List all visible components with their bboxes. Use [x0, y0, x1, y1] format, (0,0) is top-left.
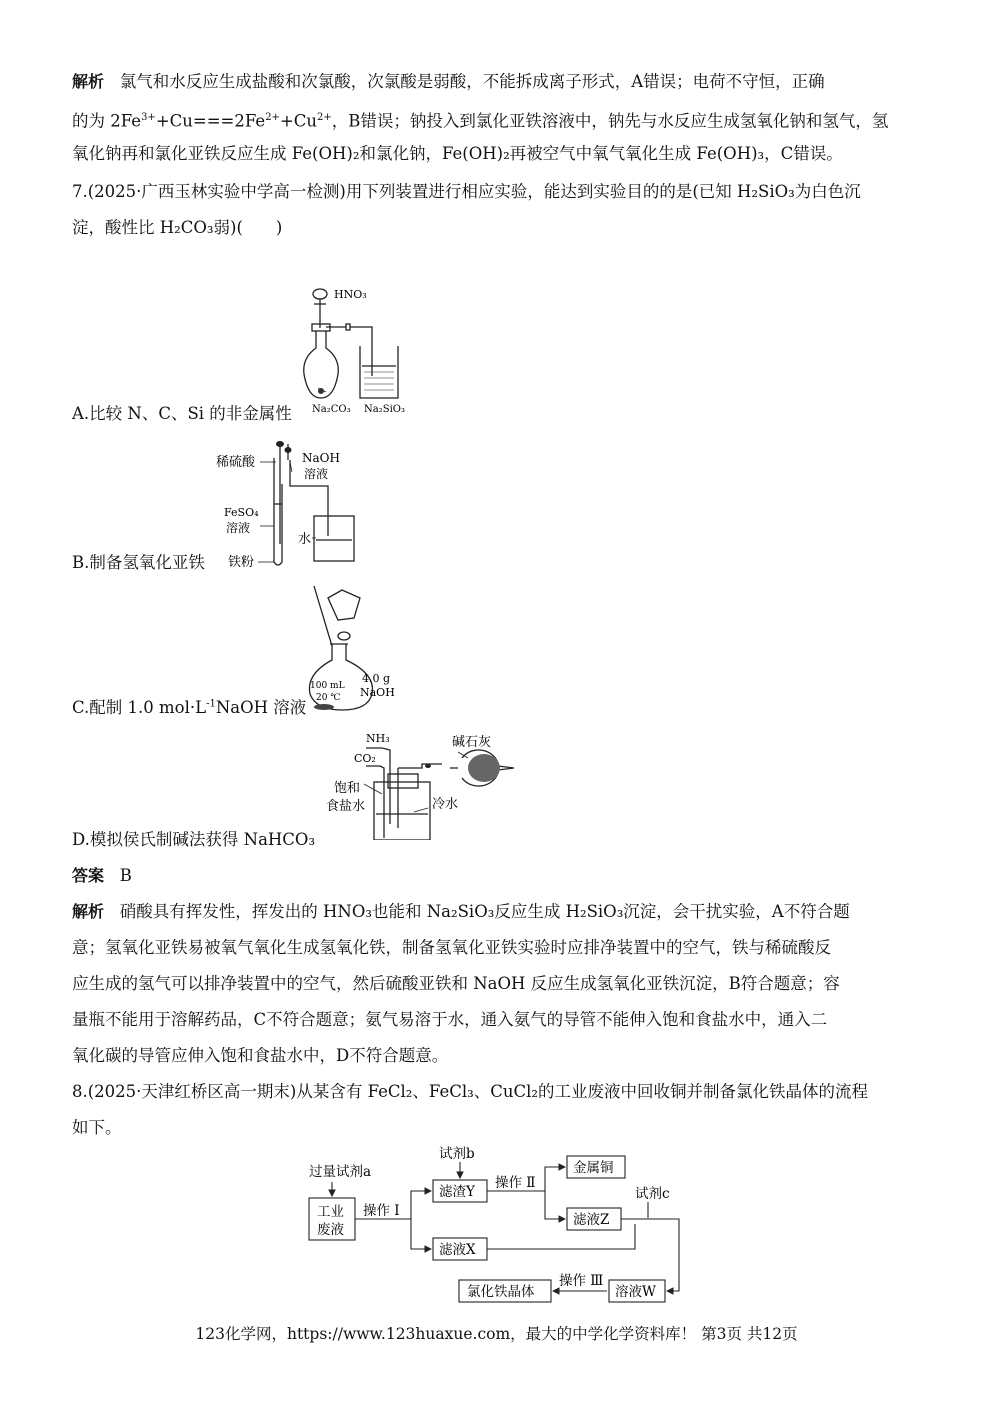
analysis-q6-line3: 氧化钠再和氯化亚铁反应生成 Fe(OH)₂和氯化钠，Fe(OH)₂再被空气中氧气氧化生成 Fe(OH)₃，C错误。 [72, 144, 843, 163]
svg-text:滤液X: 滤液X [439, 1242, 476, 1258]
analysis-q7-line4: 量瓶不能用于溶解药品，C不符合题意；氨气易溶于水，通入氨气的导管不能伸入饱和食盐水中，通入二 [72, 1010, 828, 1029]
analysis-q7-line3: 应生成的氢气可以排净装置中的空气，然后硫酸亚铁和 NaOH 反应生成氢氧化亚铁沉淀，B符合题意；容 [72, 974, 840, 993]
label-op3: 操作 Ⅲ [559, 1273, 604, 1289]
answer-value: B [119, 866, 132, 885]
svg-text:滤渣Y: 滤渣Y [439, 1184, 475, 1200]
svg-text:溶液: 溶液 [304, 467, 329, 481]
label-saturated: 饱和 [334, 781, 361, 796]
question-8-stem-line1: 8.(2025·天津红桥区高一期末)从某含有 FeCl₂、FeCl₃、CuCl₂的工业废液中回收铜并制备氯化铁晶体的流程 [72, 1082, 869, 1101]
analysis-q6-line1: 解析 氯气和水反应生成盐酸和次氯酸，次氯酸是弱酸，不能拆成离子形式，A错误；电荷不守恒，正确 [72, 72, 825, 91]
figure-b-apparatus [212, 440, 362, 575]
label-na2sio3: Na₂SiO₃ [364, 404, 405, 415]
label-temperature: 20 ℃ [316, 693, 341, 703]
figure-c-apparatus [302, 584, 402, 714]
page-footer: 123化学网，https://www.123huaxue.com，最大的中学化学资料库！ 第3页 共12页 [195, 1325, 798, 1343]
analysis-q6-line2: 的为 $2Fe^{3+}+Cu===2Fe^{2+}+Cu^{2+}$，B错误；钠投入到氯化亚铁溶液中，钠先与水反应生成氢氧化钠和氢气，氢 [72, 111, 889, 131]
label-soda-lime: 碱石灰 [452, 735, 492, 750]
label-naoh-c: NaOH [360, 686, 395, 699]
analysis-q7-line5: 氧化碳的导管应伸入饱和食盐水中，D不符合题意。 [72, 1046, 449, 1065]
label-cold-water: 冷水 [432, 797, 459, 812]
label-nh3: NH₃ [366, 732, 390, 745]
label-reagent-b: 试剂b [439, 1146, 475, 1162]
svg-text:废液: 废液 [317, 1222, 344, 1238]
svg-text:滤液Z: 滤液Z [573, 1212, 610, 1228]
label-op2: 操作 Ⅱ [495, 1175, 536, 1191]
analysis-q7-line1: 解析 硝酸具有挥发性，挥发出的 HNO₃也能和 Na₂SiO₃反应生成 H₂SiO₃沉淀，会干扰实验，A不符合题 [72, 902, 850, 921]
svg-text:金属铜: 金属铜 [573, 1160, 614, 1176]
analysis-q7-line2: 意；氢氧化亚铁易被氧气氧化生成氢氧化铁，制备氢氧化亚铁实验时应排净装置中的空气，铁与稀硫酸反 [72, 938, 831, 957]
figure-a-apparatus [298, 280, 428, 420]
answer-line: 答案 B [72, 866, 132, 885]
label-dilute-h2so4: 稀硫酸 [216, 455, 256, 470]
label-na2co3: Na₂CO₃ [312, 404, 351, 415]
question-8-stem-line2: 如下。 [72, 1118, 122, 1137]
label-co2: CO₂ [354, 752, 376, 765]
option-c: C.配制 1.0 $mol\cdot L^{-1}NaOH$ 溶液 [72, 698, 307, 717]
question-7-stem-line2: 淀，酸性比 H₂CO₃弱)( ) [72, 218, 283, 237]
label-reagent-a: 过量试剂a [309, 1164, 372, 1180]
label-mass: 4.0 g [362, 672, 391, 685]
svg-text:溶液: 溶液 [226, 521, 251, 535]
label-reagent-c: 试剂c [635, 1186, 670, 1202]
svg-text:氯化铁晶体: 氯化铁晶体 [467, 1284, 535, 1300]
option-d: D.模拟侯氏制碱法获得 NaHCO₃ [72, 830, 316, 849]
option-a: A.比较 N、C、Si 的非金属性 [72, 404, 292, 423]
svg-text:工业: 工业 [317, 1204, 344, 1220]
label-volume: 100 mL [310, 681, 345, 691]
label-iron-powder: 铁粉 [228, 555, 255, 570]
svg-text:溶液W: 溶液W [615, 1284, 656, 1300]
label-naoh: NaOH [302, 451, 340, 465]
label-hno3: HNO₃ [334, 288, 367, 301]
label-water: 水 [298, 532, 312, 547]
svg-text:食盐水: 食盐水 [326, 799, 366, 814]
question-7-stem-line1: 7.(2025·广西玉林实验中学高一检测)用下列装置进行相应实验，能达到实验目的的是(已知 H₂SiO₃为白色沉 [72, 182, 861, 201]
figure-d-apparatus [322, 728, 522, 840]
flowchart [305, 1144, 690, 1306]
label-feso4: FeSO₄ [224, 506, 259, 519]
label-op1: 操作 I [363, 1203, 400, 1219]
analysis-label: 解析 [72, 72, 105, 91]
option-b: B.制备氢氧化亚铁 [72, 553, 205, 572]
